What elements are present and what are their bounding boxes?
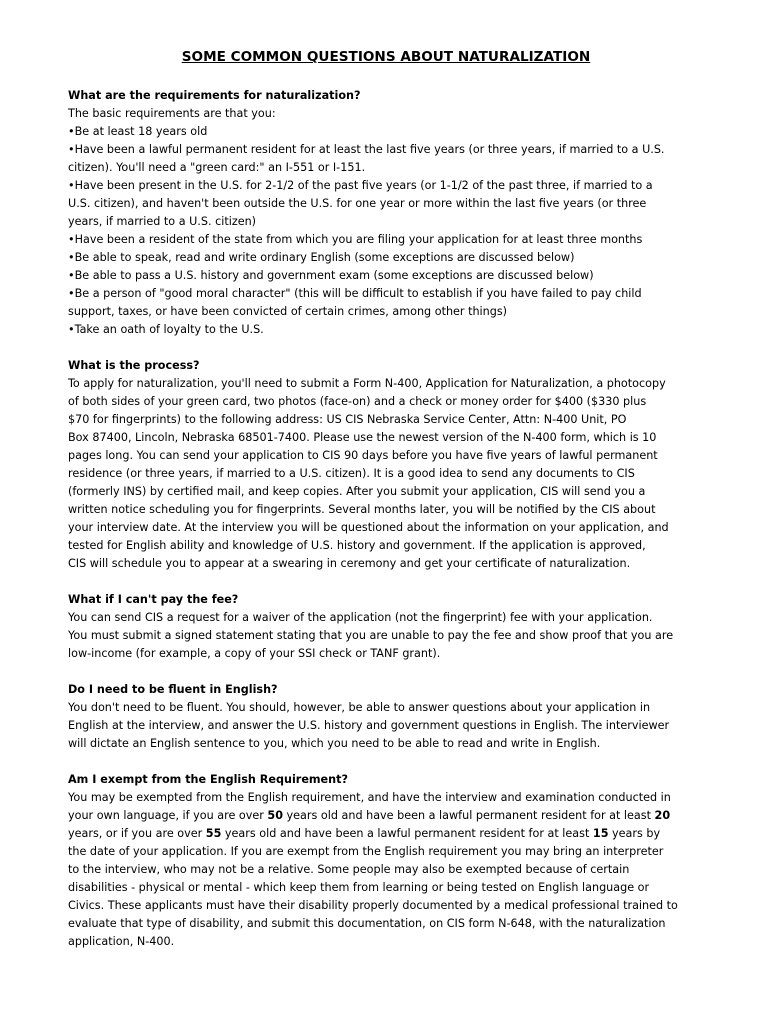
text-line: citizen). You'll need a "green card:" an I-551 or I-151.: [68, 161, 366, 174]
section-fluent-english: [68, 681, 704, 753]
text-line: tested for English ability and knowledge of U.S. history and government. If the application is approved,: [68, 539, 646, 552]
text-fragment: your own language, if you are over: [68, 809, 268, 822]
question-heading: What if I can't pay the fee?: [68, 593, 239, 606]
text-fragment: the date of your application. If you are exempt from the English requirement you may bring an interpreter: [68, 845, 664, 858]
text-line: •Be at least 18 years old: [68, 125, 208, 138]
text-fragment: You may be exempted from the English requirement, and have the interview and examination conducted in: [68, 791, 671, 804]
text-line: You must submit a signed statement stating that you are unable to pay the fee and show proof that you are: [68, 629, 674, 642]
text-fragment: evaluate that type of disability, and submit this documentation, on CIS form N-648, with the naturalization: [68, 917, 666, 930]
text-line: •Take an oath of loyalty to the U.S.: [68, 323, 264, 336]
text-line: [68, 915, 704, 933]
text-fragment: disabilities - physical or mental - which keep them from learning or being tested on English language or: [68, 881, 650, 894]
answer-text: [68, 105, 704, 339]
text-fragment: to the interview, who may not be a relative. Some people may also be exempted because of certain: [68, 863, 630, 876]
emphasized-number: 20: [654, 809, 671, 822]
text-fragment: application, N-400.: [68, 935, 175, 948]
answer-text: [68, 609, 704, 663]
text-line: U.S. citizen), and haven't been outside the U.S. for one year or more within the last five years (or three: [68, 197, 647, 210]
text-line: low-income (for example, a copy of your SSI check or TANF grant).: [68, 647, 441, 660]
text-line: English at the interview, and answer the U.S. history and government questions in English. The interviewer: [68, 719, 670, 732]
text-line: You can send CIS a request for a waiver of the application (not the fingerprint) fee with your application.: [68, 611, 653, 624]
text-line: [68, 933, 704, 951]
answer-text: [68, 699, 704, 753]
text-fragment: years, or if you are over: [68, 827, 206, 840]
question-heading: Do I need to be fluent in English?: [68, 683, 278, 696]
text-line: You don't need to be fluent. You should, however, be able to answer questions about your application in: [68, 701, 651, 714]
text-line: [68, 807, 704, 825]
text-line: [68, 879, 704, 897]
text-line: $70 for fingerprints) to the following address: US CIS Nebraska Service Center, Attn: N-400 Unit, PO: [68, 413, 627, 426]
question-heading: Am I exempt from the English Requirement?: [68, 773, 348, 786]
text-line: •Be a person of "good moral character" (this will be difficult to establish if you have failed to pay child: [68, 287, 642, 300]
text-fragment: years old and have been a lawful permanent resident for at least: [283, 809, 655, 822]
section-requirements: [68, 87, 704, 339]
answer-text: [68, 789, 704, 951]
text-line: [68, 861, 704, 879]
text-line: [68, 789, 704, 807]
text-line: •Have been a resident of the state from which you are filing your application for at least three months: [68, 233, 643, 246]
text-line: •Have been a lawful permanent resident for at least the last five years (or three years, if married to a U.S.: [68, 143, 665, 156]
text-line: pages long. You can send your application to CIS 90 days before you have five years of lawful permanent: [68, 449, 658, 462]
emphasized-number: 50: [267, 809, 283, 822]
emphasized-number: 55: [205, 827, 222, 840]
section-process: [68, 357, 704, 573]
text-line: (formerly INS) by certified mail, and keep copies. After you submit your application, CIS will send you a: [68, 485, 646, 498]
text-line: Box 87400, Lincoln, Nebraska 68501-7400. Please use the newest version of the N-400 form, which is 10: [68, 431, 657, 444]
section-english-exemption: [68, 771, 704, 951]
text-line: [68, 843, 704, 861]
document-title: SOME COMMON QUESTIONS ABOUT NATURALIZATION: [181, 49, 591, 65]
question-heading: What is the process?: [68, 359, 200, 372]
text-line: To apply for naturalization, you'll need to submit a Form N-400, Application for Naturalization, a photocopy: [68, 377, 666, 390]
text-line: The basic requirements are that you:: [68, 107, 276, 120]
text-line: residence (or three years, if married to a U.S. citizen). It is a good idea to send any documents to CIS: [68, 467, 635, 480]
text-line: •Have been present in the U.S. for 2-1/2 of the past five years (or 1-1/2 of the past three, if married to a: [68, 179, 653, 192]
text-line: •Be able to speak, read and write ordinary English (some exceptions are discussed below): [68, 251, 575, 264]
text-line: your interview date. At the interview you will be questioned about the information on your application, and: [68, 521, 669, 534]
document-page: [68, 47, 704, 969]
text-line: [68, 897, 704, 915]
text-line: years, if married to a U.S. citizen): [68, 215, 257, 228]
text-line: support, taxes, or have been convicted of certain crimes, among other things): [68, 305, 508, 318]
answer-text: [68, 375, 704, 573]
text-line: will dictate an English sentence to you, which you need to be able to read and write in English.: [68, 737, 601, 750]
text-fragment: years old and have been a lawful permanent resident for at least: [221, 827, 593, 840]
emphasized-number: 15: [592, 827, 609, 840]
text-line: written notice scheduling you for fingerprints. Several months later, you will be notified by the CIS about: [68, 503, 656, 516]
text-line: of both sides of your green card, two photos (face-on) and a check or money order for $400 ($330 plus: [68, 395, 647, 408]
text-line: •Be able to pass a U.S. history and government exam (some exceptions are discussed below): [68, 269, 594, 282]
question-heading: What are the requirements for naturalization?: [68, 89, 361, 102]
text-fragment: years by: [608, 827, 661, 840]
text-line: CIS will schedule you to appear at a swearing in ceremony and get your certificate of naturalization.: [68, 557, 631, 570]
text-line: [68, 825, 704, 843]
section-fee: [68, 591, 704, 663]
text-fragment: Civics. These applicants must have their disability properly documented by a medical professional trained to: [68, 899, 678, 912]
